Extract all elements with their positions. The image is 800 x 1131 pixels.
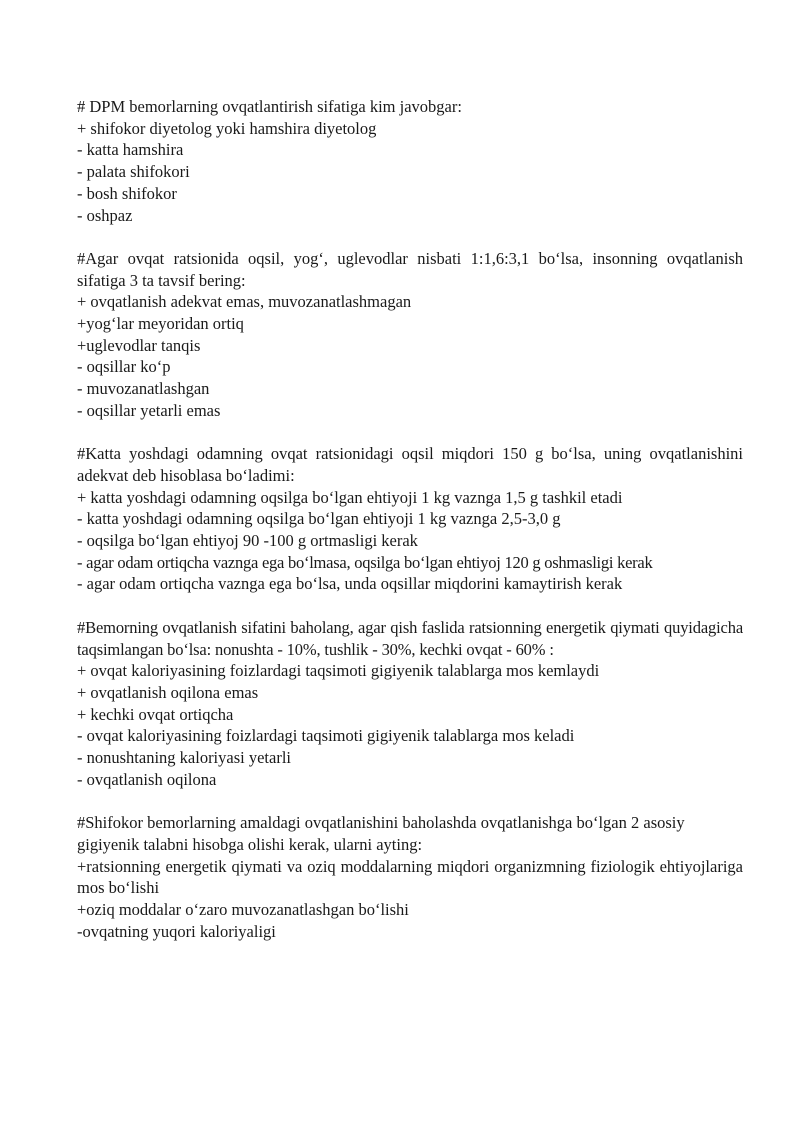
answer-option: + ovqatlanish adekvat emas, muvozanatlashmagan [77,292,412,312]
answer-option: - katta yoshdagi odamning oqsilga bo‘lgan ehtiyoji 1 kg vaznga 2,5-3,0 g [77,509,561,529]
answer-option: - ovqatlanish oqilona [77,769,217,789]
answer-option: - agar odam ortiqcha vaznga ega bo‘lsa, unda oqsillar miqdorini kamaytirish kerak [77,574,623,594]
answer-option: - nonushtaning kaloriyasi yetarli [77,748,291,768]
answer-option: - palata shifokori [77,162,190,182]
answer-option: -ovqatning yuqori kaloriyaligi [77,921,276,941]
question-text: #Shifokor bemorlarning amaldagi ovqatlanishini baholashda ovqatlanishga bo‘lgan 2 asosiy gigiyenik talabni hisobga olishi kerak, ularni ayting: [77,813,685,854]
document-page [77,96,743,964]
question-text: #Katta yoshdagi odamning ovqat ratsionidagi oqsil miqdori 150 g bo‘lsa, uning ovqatlanishini adekvat deb hisoblasa bo‘ladimi: [77,444,743,485]
answer-option: - bosh shifokor [77,183,177,203]
answer-option: + katta yoshdagi odamning oqsilga bo‘lgan ehtiyoji 1 kg vaznga 1,5 g tashkil etadi [77,487,623,507]
question-block [77,96,743,226]
answer-option: - ovqat kaloriyasining foizlardagi taqsimoti gigiyenik talablarga mos keladi [77,726,575,746]
question-text: #Agar ovqat ratsionida oqsil, yog‘, uglevodlar nisbati 1:1,6:3,1 bo‘lsa, insonning ovqatlanish sifatiga 3 ta tavsif bering: [77,248,743,290]
answer-option: - agar odam ortiqcha vaznga ega bo‘lmasa, oqsilga bo‘lgan ehtiyoj 120 g oshmasligi kerak [77,552,653,572]
answer-option: + ovqatlanish oqilona emas [77,682,259,702]
question-text: # DPM bemorlarning ovqatlantirish sifatiga kim javobgar: [77,97,462,116]
answer-option: +yog‘lar meyoridan ortiq [77,314,244,334]
answer-option: - oqsilga bo‘lgan ehtiyoj 90 -100 g ortmasligi kerak [77,531,418,551]
question-text: #Bemorning ovqatlanish sifatini baholang, agar qish faslida ratsionning energetik qiymati quyidagicha taqsimlangan bo‘lsa: nonushta - 10%, tushlik - 30%, kechki ovqat - 60% : [77,617,743,659]
answer-option: +oziq moddalar o‘zaro muvozanatlashgan bo‘lishi [77,899,409,919]
question-block [77,617,743,791]
answer-option: +uglevodlar tanqis [77,335,201,355]
answer-option: +ratsionning energetik qiymati va oziq moddalarning miqdori organizmning fiziologik ehtiyojlariga mos bo‘lishi [77,856,743,898]
question-block [77,812,743,942]
answer-option: - oshpaz [77,205,133,225]
answer-option: - oqsillar ko‘p [77,357,171,377]
answer-option: - katta hamshira [77,140,184,160]
answer-option: + ovqat kaloriyasining foizlardagi taqsimoti gigiyenik talablarga mos kemlaydi [77,661,600,681]
answer-option: + kechki ovqat ortiqcha [77,704,234,724]
question-block [77,443,743,595]
answer-option: - oqsillar yetarli emas [77,400,221,420]
answer-option: + shifokor diyetolog yoki hamshira diyetolog [77,118,377,138]
question-block [77,248,743,422]
answer-option: - muvozanatlashgan [77,379,210,399]
